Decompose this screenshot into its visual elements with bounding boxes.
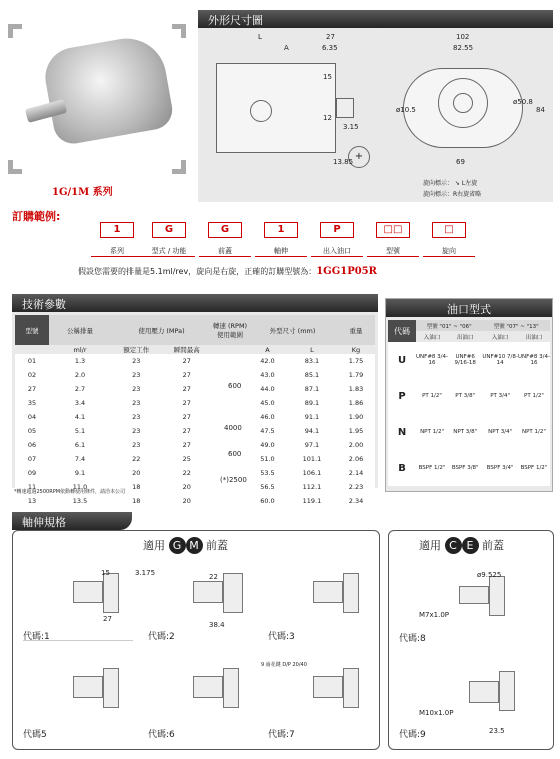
tech-row: 07 7.4 22 25 51.0 101.1 2.06 xyxy=(15,452,375,466)
tech-row: 01 1.3 23 27 42.0 83.1 1.75 xyxy=(15,354,375,368)
tech-row: 35 3.4 23 27 45.0 89.1 1.86 xyxy=(15,396,375,410)
dim-L: L xyxy=(258,33,262,41)
dim-635: 6.35 xyxy=(322,44,338,52)
pump-image xyxy=(41,32,176,146)
tech-row: 09 9.1 20 22 53.5 106.1 2.14 xyxy=(15,466,375,480)
order-title: 訂購範例: xyxy=(12,210,61,223)
dim-69: 69 xyxy=(456,158,465,166)
tech-note: *轉速超過2500RPM依動轉使用條件，請洽本公司 xyxy=(14,489,126,495)
badge-m: M xyxy=(186,537,203,554)
gm-heading: 適用 G M 前蓋 xyxy=(143,539,228,552)
shaft-ce-box: 適用 C E 前蓋 ø9.525 M7x1.0P M10x1.0P 23.5 代碼:8 代碼:9 xyxy=(388,530,554,750)
dims-title-bar: 外形尺寸圖 xyxy=(198,10,553,28)
order-example: 1 G G 1 P □□ □ 系列 型式 / 功能 前蓋 軸伸 出入油口 型號 旋向 xyxy=(90,222,470,262)
order-note: 假設您需要的排量是5.1ml/rev，旋向是右旋，正確的訂購型號為：1GG1P05R xyxy=(78,266,377,277)
tech-row: 05 5.1 23 27 47.5 94.1 1.95 xyxy=(15,424,375,438)
oil-row: P PT 1/2" PT 3/8" PT 3/4" PT 1/2" xyxy=(388,378,550,414)
dim-102: 102 xyxy=(456,33,470,41)
oil-port-panel: 油口型式 代碼 型號 "01" ~ "06" 型號 "07" ~ "13" 入油口 出油口 入油口 出油口 U UNF#8 3/4-16 UNF#6 9/16-18 UNF#10 7/8-14 UNF#8 3/4-16 P PT 1/2" PT 3/8" PT 3/4" PT 1/2" N NPT 1/2" NPT 3/8" NPT 3/4" NPT 1/2" B BSPF 1/2" BSPF 3/8" BSPF 3/4" BSPF 1/2" xyxy=(385,298,553,492)
tech-title-bar: 技術參數 xyxy=(12,294,378,312)
dim-84: 84 xyxy=(536,106,545,114)
tech-row: 02 2.0 23 27 43.0 85.1 1.79 xyxy=(15,368,375,382)
badge-e: E xyxy=(462,537,479,554)
oil-row: B BSPF 1/2" BSPF 3/8" BSPF 3/4" BSPF 1/2" xyxy=(388,450,550,486)
dim-A: A xyxy=(284,44,289,52)
series-label: 1G/1M 系列 xyxy=(52,187,113,198)
tech-row: 04 4.1 23 27 46.0 91.1 1.90 xyxy=(15,410,375,424)
dim-315: 3.15 xyxy=(343,123,359,131)
oil-row: U UNF#8 3/4-16 UNF#6 9/16-18 UNF#10 7/8-14 UNF#8 3/4-16 xyxy=(388,342,550,378)
tech-row: 06 6.1 23 27 49.0 97.1 2.00 xyxy=(15,438,375,452)
tech-row: 11 11.0 18 20 56.5 112.1 2.23 xyxy=(15,480,375,494)
tech-row: 27 2.7 23 27 44.0 87.1 1.83 xyxy=(15,382,375,396)
dim-105: ø10.5 xyxy=(396,106,416,114)
pump-photo-frame xyxy=(8,24,186,174)
dim-12: 12 xyxy=(323,114,332,122)
dim-508: ø50.8 xyxy=(513,98,533,106)
dims-drawing: + L A 27 6.35 15 12 3.15 13.85 102 82.55 ø10.5 ø50.8 84 69 旋向標示： ➘ L左旋 旋向標示：R右旋省略 xyxy=(198,28,553,202)
badge-g: G xyxy=(169,537,186,554)
badge-c: C xyxy=(445,537,462,554)
dim-15: 15 xyxy=(323,73,332,81)
tech-table: 型號 公稱排量 使用壓力 (MPa) 轉速 (RPM) 使用範圍 外型尺寸 (mm) 重量 ml/r 額定工作 瞬間最高 A L Kg 01 1.3 23 27 42.0 83.1 1.75 02 2.0 23 27 43.0 85.1 1.79 27 2.7 23 27 44.0 87.1 1.83 35 3.4 23 27 45.0 89.1 1.86 04 4.1 23 27 46.0 91.1 1.90 05 5.1 23 27 47.5 94.1 1.95 06 6.1 23 27 49.0 97.1 2.00 07 7.4 22 25 51.0 101.1 2.06 09 9.1 20 22 53.5 106.1 2.14 11 11.0 18 20 56.5 112.1 2.23 13 13.5 18 20 60.0 119.1 2.34 600 4000 600 (*)2500 xyxy=(12,312,378,488)
tech-row: 13 13.5 18 20 60.0 119.1 2.34 xyxy=(15,494,375,508)
shaft-title-bar: 軸伸規格 xyxy=(12,512,132,530)
ce-heading: 適用 C E 前蓋 xyxy=(419,539,504,552)
dim-8255: 82.55 xyxy=(453,44,474,52)
dim-27: 27 xyxy=(326,33,335,41)
oil-title: 油口型式 xyxy=(386,299,552,317)
shaft-gm-box: 適用 G M 前蓋 15 27 3.175 22 38.4 9 齒花鍵 D/P 20/40 代碼:1 代碼:2 代碼:3 代碼5 代碼:6 代碼:7 xyxy=(12,530,380,750)
oil-row: N NPT 1/2" NPT 3/8" NPT 3/4" NPT 1/2" xyxy=(388,414,550,450)
dim-1385: 13.85 xyxy=(333,158,354,166)
